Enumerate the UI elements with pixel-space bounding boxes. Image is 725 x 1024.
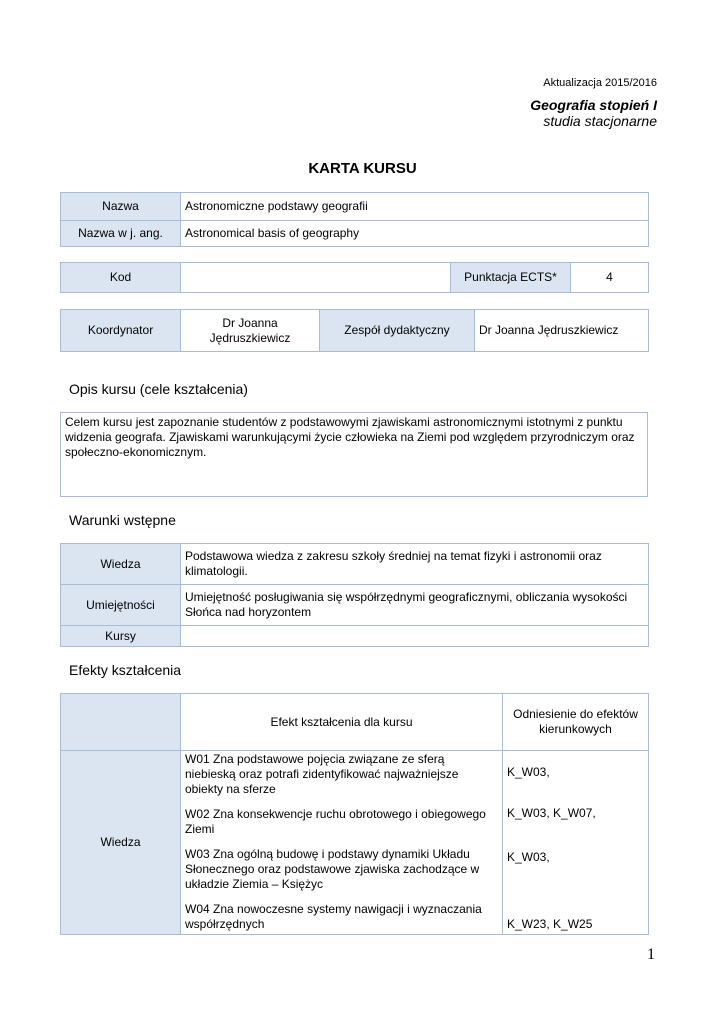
course-code-table: [60, 262, 649, 293]
outcomes-category: Wiedza: [61, 751, 181, 935]
outcomes-refs-cell: [503, 751, 649, 935]
outcomes-heading: Efekty kształcenia: [69, 662, 182, 678]
study-mode: studia stacjonarne: [543, 113, 657, 129]
outcome-ref: K_W03,: [507, 850, 550, 864]
skills-value: Umiejętność posługiwania się współrzędnymi geograficznymi, obliczania wysokości Słońca nad horyzontem: [181, 585, 649, 626]
name-label: Nazwa: [61, 193, 181, 221]
outcomes-header-blank: [61, 694, 181, 751]
team-value: Dr Joanna Jędruszkiewicz: [475, 310, 649, 352]
skills-label: Umiejętności: [61, 585, 181, 626]
outcome-text: W03 Zna ogólną budowę i podstawy dynamiki Układu Słonecznego oraz podstawowe zjawiska zachodzące w układzie Ziemia – Księżyc: [185, 847, 480, 891]
outcome-ref: K_W03,: [507, 765, 550, 779]
outcome-text: W01 Zna podstawowe pojęcia związane ze sferą niebieską oraz potrafi zidentyfikować najważniejsze obiekty na sferze: [185, 752, 459, 796]
coordinator-value: Dr Joanna Jędruszkiewicz: [181, 310, 320, 352]
coordinator-table: [60, 309, 649, 352]
courses-value: [181, 626, 649, 647]
col-reference-header: Odniesienie do efektów kierunkowych: [503, 694, 649, 751]
ects-value: 4: [571, 263, 649, 293]
course-name-table: [60, 192, 649, 247]
description-heading: Opis kursu (cele kształcenia): [69, 381, 248, 397]
outcomes-effects-cell: [181, 751, 503, 935]
outcome-ref: K_W23, K_W25: [507, 917, 593, 931]
outcome-ref: K_W03, K_W07,: [507, 806, 596, 820]
team-label: Zespół dydaktyczny: [320, 310, 475, 352]
prerequisites-heading: Warunki wstępne: [69, 512, 176, 528]
code-value: [181, 263, 451, 293]
knowledge-label: Wiedza: [61, 544, 181, 585]
description-box: [60, 412, 648, 497]
outcome-text: W02 Zna konsekwencje ruchu obrotowego i obiegowego Ziemi: [185, 807, 486, 836]
coordinator-label: Koordynator: [61, 310, 181, 352]
ects-label: Punktacja ECTS*: [451, 263, 571, 293]
description-text: Celem kursu jest zapoznanie studentów z podstawowymi zjawiskami astronomicznymi istotnymi z punktu widzenia geografa. Zjawiskami warunkującymi życie człowieka na Ziemi pod względem przyrodniczym oraz społeczno-ekonomicznym.: [65, 415, 635, 459]
outcome-text: W04 Zna nowoczesne systemy nawigacji i wyznaczania współrzędnych: [185, 902, 482, 931]
outcomes-table: [60, 693, 649, 935]
name-value: Astronomiczne podstawy geografii: [181, 193, 649, 221]
name-en-value: Astronomical basis of geography: [181, 221, 649, 247]
update-note: Aktualizacja 2015/2016: [543, 77, 657, 89]
courses-label: Kursy: [61, 626, 181, 647]
program-name: Geografia stopień I: [530, 97, 657, 113]
page-number: 1: [647, 946, 655, 963]
code-label: Kod: [61, 263, 181, 293]
name-en-label: Nazwa w j. ang.: [61, 221, 181, 247]
prerequisites-table: [60, 543, 649, 647]
page-title: KARTA KURSU: [308, 160, 417, 177]
knowledge-value: Podstawowa wiedza z zakresu szkoły średniej na temat fizyki i astronomii oraz klimatologii.: [181, 544, 649, 585]
col-effect-header: Efekt kształcenia dla kursu: [181, 694, 503, 751]
